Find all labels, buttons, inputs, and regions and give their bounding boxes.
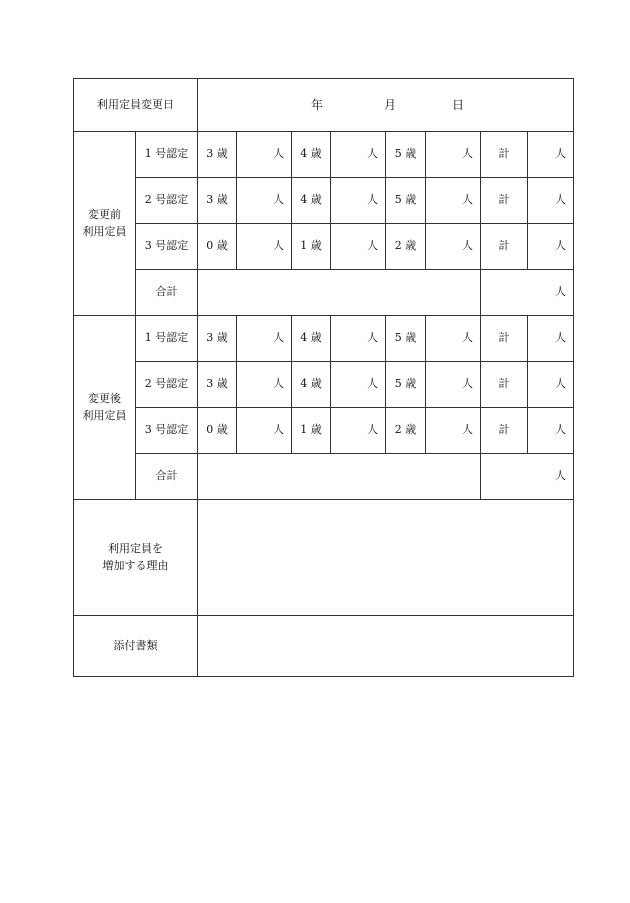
before-r1-subtotal[interactable]: 人 bbox=[528, 132, 574, 178]
before-total-label: 合計 bbox=[136, 270, 198, 316]
after-label-line1: 変更後 bbox=[88, 392, 121, 405]
after-r3-count2[interactable]: 人 bbox=[331, 408, 386, 454]
after-r1-count1[interactable]: 人 bbox=[237, 316, 292, 362]
after-cert-3: 3 号認定 bbox=[136, 408, 198, 454]
after-r2-age3: 5 歳 bbox=[386, 362, 426, 408]
attachments-field[interactable] bbox=[198, 616, 574, 677]
before-cert-1: 1 号認定 bbox=[136, 132, 198, 178]
year-label: 年 bbox=[311, 98, 324, 112]
change-date-label: 利用定員変更日 bbox=[74, 79, 198, 132]
day-label: 日 bbox=[452, 98, 465, 112]
before-label-line1: 変更前 bbox=[88, 208, 121, 221]
attachments-label: 添付書類 bbox=[74, 616, 198, 677]
before-cert-2: 2 号認定 bbox=[136, 178, 198, 224]
before-r1-count2[interactable]: 人 bbox=[331, 132, 386, 178]
after-r1-age3: 5 歳 bbox=[386, 316, 426, 362]
after-r1-subtotal-label: 計 bbox=[481, 316, 528, 362]
month-label: 月 bbox=[384, 98, 397, 112]
before-r2-subtotal[interactable]: 人 bbox=[528, 178, 574, 224]
before-r2-count2[interactable]: 人 bbox=[331, 178, 386, 224]
before-total-blank bbox=[198, 270, 481, 316]
after-total-blank bbox=[198, 454, 481, 500]
after-r2-count2[interactable]: 人 bbox=[331, 362, 386, 408]
after-r2-count3[interactable]: 人 bbox=[426, 362, 481, 408]
before-r3-age2: 1 歳 bbox=[292, 224, 331, 270]
after-r1-age2: 4 歳 bbox=[292, 316, 331, 362]
reason-field[interactable] bbox=[198, 500, 574, 616]
after-r3-count1[interactable]: 人 bbox=[237, 408, 292, 454]
after-r2-age1: 3 歳 bbox=[198, 362, 237, 408]
reason-label-line2: 増加する理由 bbox=[102, 558, 169, 572]
before-label-line2: 利用定員 bbox=[82, 224, 127, 238]
after-cert-1: 1 号認定 bbox=[136, 316, 198, 362]
after-r1-subtotal[interactable]: 人 bbox=[528, 316, 574, 362]
after-section-label bbox=[74, 316, 136, 500]
reason-label-line1: 利用定員を bbox=[108, 542, 163, 555]
capacity-change-form bbox=[73, 78, 574, 677]
after-r2-count1[interactable]: 人 bbox=[237, 362, 292, 408]
before-r2-count3[interactable]: 人 bbox=[426, 178, 481, 224]
after-r3-age2: 1 歳 bbox=[292, 408, 331, 454]
after-r2-subtotal[interactable]: 人 bbox=[528, 362, 574, 408]
before-r1-count1[interactable]: 人 bbox=[237, 132, 292, 178]
before-r1-age3: 5 歳 bbox=[386, 132, 426, 178]
after-r3-count3[interactable]: 人 bbox=[426, 408, 481, 454]
before-r1-age2: 4 歳 bbox=[292, 132, 331, 178]
before-r3-age3: 2 歳 bbox=[386, 224, 426, 270]
after-r1-count3[interactable]: 人 bbox=[426, 316, 481, 362]
before-total-value[interactable]: 人 bbox=[481, 270, 574, 316]
after-total-label: 合計 bbox=[136, 454, 198, 500]
before-r2-count1[interactable]: 人 bbox=[237, 178, 292, 224]
before-r2-age1: 3 歳 bbox=[198, 178, 237, 224]
after-r2-age2: 4 歳 bbox=[292, 362, 331, 408]
before-r2-age2: 4 歳 bbox=[292, 178, 331, 224]
before-r3-subtotal-label: 計 bbox=[481, 224, 528, 270]
after-r3-subtotal[interactable]: 人 bbox=[528, 408, 574, 454]
before-r1-subtotal-label: 計 bbox=[481, 132, 528, 178]
after-r3-age3: 2 歳 bbox=[386, 408, 426, 454]
before-r1-count3[interactable]: 人 bbox=[426, 132, 481, 178]
before-r3-count3[interactable]: 人 bbox=[426, 224, 481, 270]
after-r2-subtotal-label: 計 bbox=[481, 362, 528, 408]
before-r3-count1[interactable]: 人 bbox=[237, 224, 292, 270]
before-r3-age1: 0 歳 bbox=[198, 224, 237, 270]
after-label-line2: 利用定員 bbox=[82, 408, 127, 422]
before-cert-3: 3 号認定 bbox=[136, 224, 198, 270]
reason-label bbox=[74, 500, 198, 616]
after-total-value[interactable]: 人 bbox=[481, 454, 574, 500]
before-r2-age3: 5 歳 bbox=[386, 178, 426, 224]
after-r3-subtotal-label: 計 bbox=[481, 408, 528, 454]
before-section-label bbox=[74, 132, 136, 316]
after-r1-age1: 3 歳 bbox=[198, 316, 237, 362]
before-r3-count2[interactable]: 人 bbox=[331, 224, 386, 270]
after-r1-count2[interactable]: 人 bbox=[331, 316, 386, 362]
before-r3-subtotal[interactable]: 人 bbox=[528, 224, 574, 270]
before-r2-subtotal-label: 計 bbox=[481, 178, 528, 224]
before-r1-age1: 3 歳 bbox=[198, 132, 237, 178]
change-date-field[interactable] bbox=[198, 79, 574, 132]
after-r3-age1: 0 歳 bbox=[198, 408, 237, 454]
after-cert-2: 2 号認定 bbox=[136, 362, 198, 408]
